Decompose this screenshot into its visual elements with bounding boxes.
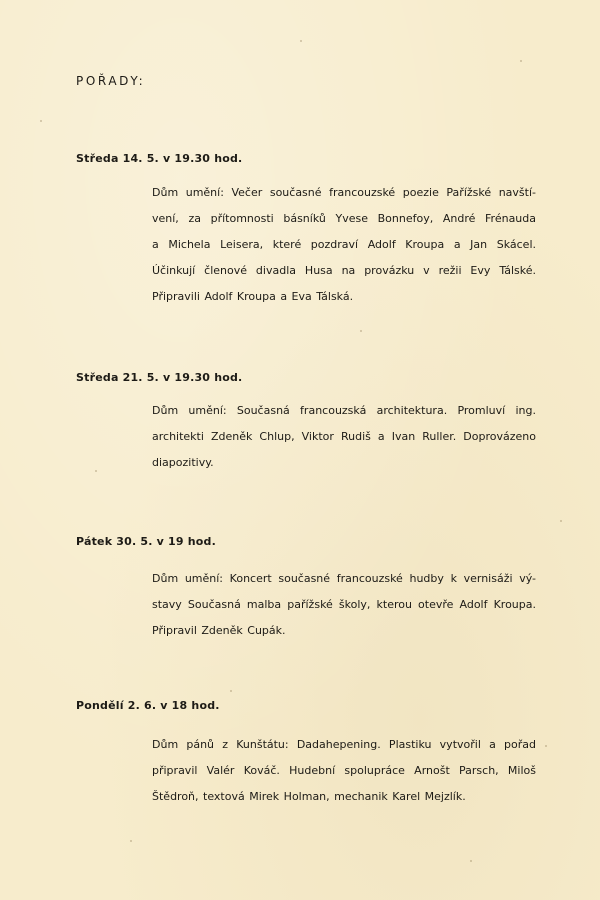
event-text-line: Štědroň, textová Mirek Holman, mechanik Karel Mejzlík. <box>152 790 466 803</box>
event-text-line: a Michela Leisera, které pozdraví Adolf Kroupa a Jan Skácel. <box>152 238 536 251</box>
paper-speck <box>130 840 132 842</box>
paper-speck <box>300 40 302 42</box>
event-text-line: stavy Současná malba pařížské školy, kterou otevře Adolf Kroupa. <box>152 598 536 611</box>
paper-speck <box>560 520 562 522</box>
event-description <box>152 566 536 644</box>
paper-speck <box>360 330 362 332</box>
event-date: Pondělí 2. 6. v 18 hod. <box>76 699 220 712</box>
paper-speck <box>230 690 232 692</box>
event-text-line: připravil Valér Kováč. Hudební spolupráce Arnošt Parsch, Miloš <box>152 764 536 777</box>
paper-speck <box>520 60 522 62</box>
event-description <box>152 180 536 310</box>
paper-speck <box>545 745 547 747</box>
event-date: Středa 21. 5. v 19.30 hod. <box>76 371 243 384</box>
page-heading: POŘADY: <box>76 74 146 88</box>
event-text-line: Dům umění: Večer současné francouzské poezie Pařížské navští- <box>152 186 536 199</box>
event-text-line: Dům umění: Současná francouzská architektura. Promluví ing. <box>152 404 536 417</box>
event-text-line: vení, za přítomnosti básníků Yvese Bonnefoy, André Frénauda <box>152 212 536 225</box>
event-description <box>152 732 536 810</box>
event-text-line: Dům pánů z Kunštátu: Dadahepening. Plastiku vytvořil a pořad <box>152 738 536 751</box>
event-text-line: Připravili Adolf Kroupa a Eva Tálská. <box>152 290 354 303</box>
event-text-line: Připravil Zdeněk Cupák. <box>152 624 286 637</box>
event-text-line: Účinkují členové divadla Husa na provázku v režii Evy Tálské. <box>152 264 536 277</box>
paper-speck <box>470 860 472 862</box>
event-text-line: diapozitivy. <box>152 456 214 469</box>
event-date: Středa 14. 5. v 19.30 hod. <box>76 152 243 165</box>
event-description <box>152 398 536 476</box>
event-date: Pátek 30. 5. v 19 hod. <box>76 535 217 548</box>
event-text-line: architekti Zdeněk Chlup, Viktor Rudiš a Ivan Ruller. Doprovázeno <box>152 430 536 443</box>
paper-speck <box>40 120 42 122</box>
event-text-line: Dům umění: Koncert současné francouzské hudby k vernisáži vý- <box>152 572 536 585</box>
paper-speck <box>95 470 97 472</box>
